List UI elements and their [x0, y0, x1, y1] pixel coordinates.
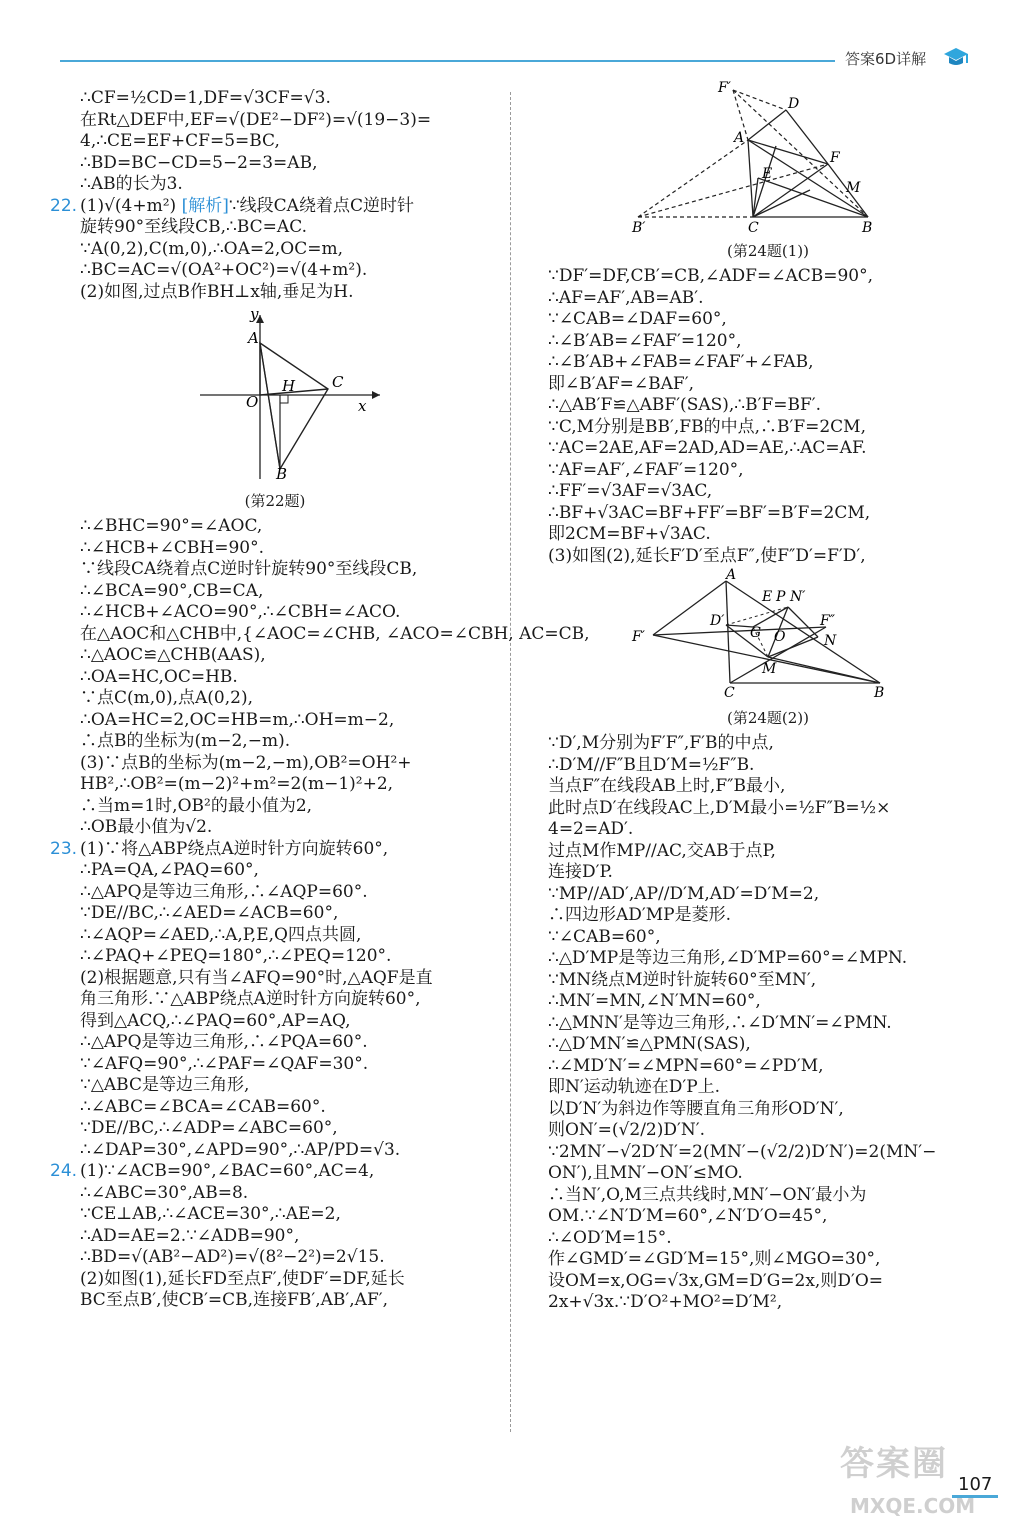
text-line: 即N′运动轨迹在D′P上. [548, 1077, 721, 1097]
label-m2: M [762, 661, 777, 677]
label-a: A [248, 329, 259, 347]
label-c: C [748, 220, 759, 236]
label-n: N [824, 633, 837, 649]
text-line: ∵线段CA绕着点C逆时针旋转90°至线段CB, [80, 559, 418, 579]
text-line: ∴∠OD′M=15°. [548, 1227, 672, 1248]
text-line: ∴△APQ是等边三角形,∴∠AQP=60°. [80, 881, 368, 902]
figure-24-2 [548, 567, 988, 729]
text-line: ∴∠HCB+∠ACO=90°,∴∠CBH=∠ACO. [80, 602, 401, 622]
text-line: ∴当N′,O,M三点共线时,MN′−ON′最小为 [548, 1184, 867, 1205]
question-24 [50, 1161, 500, 1312]
text-line: ∵∠CAB=60°, [548, 926, 661, 947]
text-line: OM.∵∠N′D′M=60°,∠N′D′O=45°, [548, 1206, 828, 1226]
text-line: 当点F″在线段AB上时,F″B最小, [548, 776, 786, 796]
text-line: ∴AD=AE=2.∵∠ADB=90°, [80, 1225, 300, 1246]
q22-analysis-tag: [解析] [181, 195, 229, 216]
text-line: ∴∠B′AB=∠FAF′=120°, [548, 330, 742, 351]
text-line: ∴CF=½CD=1,DF=√3CF=√3. [80, 88, 331, 108]
label-b: B [862, 220, 873, 236]
question-22 [50, 195, 590, 839]
text-line: ∴当m=1时,OB²的最小值为2, [80, 795, 313, 816]
text-line: ∴△D′MP是等边三角形,∠D′MP=60°=∠MPN. [548, 948, 908, 968]
text-line: 则ON′=(√2/2)D′N′. [548, 1120, 706, 1140]
text-line: 即2CM=BF+√3AC. [548, 524, 711, 544]
label-c2: C [724, 685, 735, 701]
figure-24-1 [548, 82, 988, 262]
text-line: ∵DF′=DF,CB′=CB,∠ADF=∠ACB=90°, [548, 266, 874, 286]
label-b2: B [874, 685, 885, 701]
text-line: ∵MN绕点M逆时针旋转60°至MN′, [548, 969, 817, 990]
text-line: 以D′N′为斜边作等腰直角三角形OD′N′, [548, 1098, 844, 1119]
text-line: ∵D′,M分别为F′F″,F′B的中点, [548, 733, 774, 753]
q23-first: (1)∵将△ABP绕点A逆时针方向旋转60°, [80, 838, 389, 859]
text-line: ∴BF+√3AC=BF+FF′=BF′=B′F=2CM, [548, 502, 871, 523]
text-line: ∵C,M分别是BB′,FB的中点,∴B′F=2CM, [548, 416, 866, 437]
text-line: (2)如图,过点B作BH⊥x轴,垂足为H. [80, 281, 354, 302]
text-line: (2)根据题意,只有当∠AFQ=90°时,△AQF是直 [80, 967, 433, 988]
text-line: 得到△ACQ,∴∠PAQ=60°,AP=AQ, [80, 1010, 351, 1031]
text-line: ∴OB最小值为√2. [80, 817, 213, 837]
text-line: ∵DE//BC,∴∠AED=∠ACB=60°, [80, 903, 339, 923]
text-line: ∵2MN′−√2D′N′=2(MN′−(√2/2)D′N′)=2(MN′− [548, 1141, 937, 1162]
text-line: ∵CE⊥AB,∴∠ACE=30°,∴AE=2, [80, 1204, 341, 1224]
text-line: 2x+√3x.∵D′O²+MO²=D′M², [548, 1292, 783, 1312]
text-line: ∵∠AFQ=90°,∴∠PAF=∠QAF=30°. [80, 1053, 369, 1074]
right-column [548, 78, 988, 1314]
label-c: C [332, 373, 344, 391]
left-top-lines [50, 88, 500, 196]
text-line: ∴OA=HC=2,OC=HB=m,∴OH=m−2, [80, 709, 395, 730]
text-line: 4,∴CE=EF+CF=5=BC, [80, 131, 280, 151]
text-line: ∴AF=AF′,AB=AB′. [548, 287, 704, 308]
text-line: ∴PA=QA,∠PAQ=60°, [80, 860, 259, 880]
figure-24-1-svg [548, 80, 988, 236]
q22-lines-b [50, 516, 590, 839]
label-a2: A [726, 567, 737, 583]
text-line: ∴点B的坐标为(m−2,−m). [80, 731, 291, 751]
text-line: ∴∠BCA=90°,CB=CA, [80, 580, 264, 601]
text-line: ∵A(0,2),C(m,0),∴OA=2,OC=m, [80, 238, 344, 259]
q24-number: 24. [50, 1161, 78, 1181]
label-h: H [282, 377, 296, 395]
label-b: B [276, 465, 288, 483]
text-line: ∴∠ABC=∠BCA=∠CAB=60°. [80, 1096, 326, 1117]
text-line: 4=2=AD′. [548, 819, 634, 839]
text-line: ∴FF′=√3AF=√3AC, [548, 481, 713, 501]
figure-24-2-caption: (第24题(2)) [726, 708, 810, 727]
text-line: ∵AF=AF′,∠FAF′=120°, [548, 459, 744, 480]
figure-24-1-caption: (第24题(1)) [726, 241, 810, 260]
text-line: 在△AOC和△CHB中,{∠AOC=∠CHB, ∠ACO=∠CBH, AC=CB, [80, 623, 590, 644]
text-line: ∴∠HCB+∠CBH=90°. [80, 537, 264, 558]
text-line: 连接D′P. [548, 862, 613, 882]
label-y: y [250, 305, 259, 323]
text-line: 设OM=x,OG=√3x,GM=D′G=2x,则D′O= [548, 1270, 884, 1291]
text-line: ∴OA=HC,OC=HB. [80, 666, 238, 687]
text-line: 即∠B′AF=∠BAF′, [548, 373, 694, 394]
graduation-cap-icon [942, 46, 970, 68]
question-23 [50, 839, 500, 1162]
text-line: ∴∠AQP=∠AED,∴A,P,E,Q四点共圆, [80, 924, 362, 945]
text-line: ∴△D′MN′≌△PMN(SAS), [548, 1034, 751, 1054]
text-line: ∴∠BHC=90°=∠AOC, [80, 516, 263, 536]
label-x: x [358, 397, 367, 415]
figure-24-2-svg [548, 567, 988, 701]
text-line: (2)如图(1),延长FD至点F′,使DF′=DF,延长 [80, 1268, 405, 1289]
label-f-prime: F′ [718, 80, 731, 96]
text-line: BC至点B′,使CB′=CB,连接FB′,AB′,AF′, [80, 1290, 389, 1310]
label-f: F [830, 150, 840, 166]
label-f-double-prime: F″ [820, 613, 835, 629]
right-lines-b [548, 733, 988, 1314]
watermark: 答案圈 [840, 1444, 948, 1484]
text-line: 过点M作MP//AC,交AB于点P, [548, 840, 776, 861]
text-line: 角三角形.∵△ABP绕点A逆时针方向旋转60°, [80, 989, 421, 1009]
text-line: 作∠GMD′=∠GD′M=15°,则∠MGO=30°, [548, 1249, 881, 1269]
header-title: 答案6D详解 [845, 50, 927, 68]
text-line: ∵MP//AD′,AP//D′M,AD′=D′M=2, [548, 883, 820, 904]
figure-22 [50, 307, 500, 512]
label-f-prime2: F′ [632, 629, 645, 645]
q22-number: 22. [50, 195, 78, 216]
text-line: ON′),且MN′−ON′≤MO. [548, 1163, 743, 1183]
text-line: ∴∠DAP=30°,∠APD=90°,∴AP/PD=√3. [80, 1139, 401, 1160]
header-rule [60, 60, 835, 62]
label-g: G [750, 625, 762, 641]
q22-first-line [50, 196, 500, 218]
figure-22-svg [50, 307, 500, 482]
text-line: HB²,∴OB²=(m−2)²+m²=2(m−1)²+2, [80, 774, 394, 794]
q23-lines [50, 860, 500, 1161]
text-line: ∴四边形AD′MP是菱形. [548, 905, 732, 925]
text-line: ∴BD=BC−CD=5−2=3=AB, [80, 152, 318, 173]
page-number: 107 [952, 1474, 998, 1498]
text-line: ∴BC=AC=√(OA²+OC²)=√(4+m²). [80, 260, 368, 280]
label-e2: E [762, 589, 773, 605]
label-o2: O [774, 629, 786, 645]
right-lines-a [548, 266, 988, 567]
text-line: ∴AB的长为3. [80, 174, 183, 194]
q23-number: 23. [50, 838, 78, 859]
text-line: ∵点C(m,0),点A(0,2), [80, 688, 253, 708]
text-line: (3)如图(2),延长F′D′至点F″,使F″D′=F′D′, [548, 545, 866, 566]
watermark-url: MXQE.COM [850, 1494, 976, 1518]
label-b-prime: B′ [632, 220, 646, 236]
q22-first-rest: ∵线段CA绕着点C逆时针 [228, 195, 414, 216]
figure-22-caption: (第22题) [244, 491, 306, 510]
text-line: ∴MN′=MN,∠N′MN=60°, [548, 991, 761, 1011]
label-n-prime: N′ [790, 589, 806, 605]
q22-answer-1: (1)√(4+m²) [80, 195, 182, 216]
text-line: 旋转90°至线段CB,∴BC=AC. [80, 217, 307, 237]
label-o: O [246, 393, 259, 411]
q24-first: (1)∵∠ACB=90°,∠BAC=60°,AC=4, [80, 1161, 375, 1181]
text-line: ∵DE//BC,∴∠ADP=∠ABC=60°, [80, 1118, 338, 1138]
text-line: ∵∠CAB=∠DAF=60°, [548, 309, 727, 329]
text-line: ∴∠PAQ+∠PEQ=180°,∴∠PEQ=120°. [80, 946, 392, 966]
text-line: ∴D′M//F″B且D′M=½F″B. [548, 754, 755, 775]
text-line: ∴△AOC≌△CHB(AAS), [80, 645, 266, 665]
label-e: E [762, 166, 773, 182]
text-line: ∴∠MD′N′=∠MPN=60°=∠PD′M, [548, 1055, 824, 1076]
text-line: 在Rt△DEF中,EF=√(DE²−DF²)=√(19−3)= [80, 109, 432, 130]
text-line: ∴△APQ是等边三角形,∴∠PQA=60°. [80, 1032, 368, 1052]
label-a: A [734, 130, 745, 146]
text-line: ∵△ABC是等边三角形, [80, 1075, 250, 1095]
column-divider [510, 92, 511, 1432]
label-d: D [788, 96, 800, 112]
q24-first-line [50, 1161, 500, 1183]
q23-first-line [50, 839, 500, 861]
text-line: ∴△MNN′是等边三角形,∴∠D′MN′=∠PMN. [548, 1012, 892, 1033]
q22-lines-a [50, 217, 500, 303]
text-line: ∴BD=√(AB²−AD²)=√(8²−2²)=2√15. [80, 1247, 385, 1267]
text-line: (3)∵点B的坐标为(m−2,−m),OB²=OH²+ [80, 752, 412, 773]
text-line: ∴∠ABC=30°,AB=8. [80, 1182, 249, 1203]
text-line: ∵AC=2AE,AF=2AD,AD=AE,∴AC=AF. [548, 438, 867, 458]
label-m: M [846, 180, 861, 196]
text-line: 此时点D′在线段AC上,D′M最小=½F″B=½× [548, 797, 891, 818]
q24-lines [50, 1183, 500, 1312]
text-line: ∴△AB′F≌△ABF′(SAS),∴B′F=BF′. [548, 395, 822, 415]
label-p: P [776, 589, 786, 605]
text-line: ∴∠B′AB+∠FAB=∠FAF′+∠FAB, [548, 352, 814, 372]
label-d-prime: D′ [710, 613, 725, 629]
